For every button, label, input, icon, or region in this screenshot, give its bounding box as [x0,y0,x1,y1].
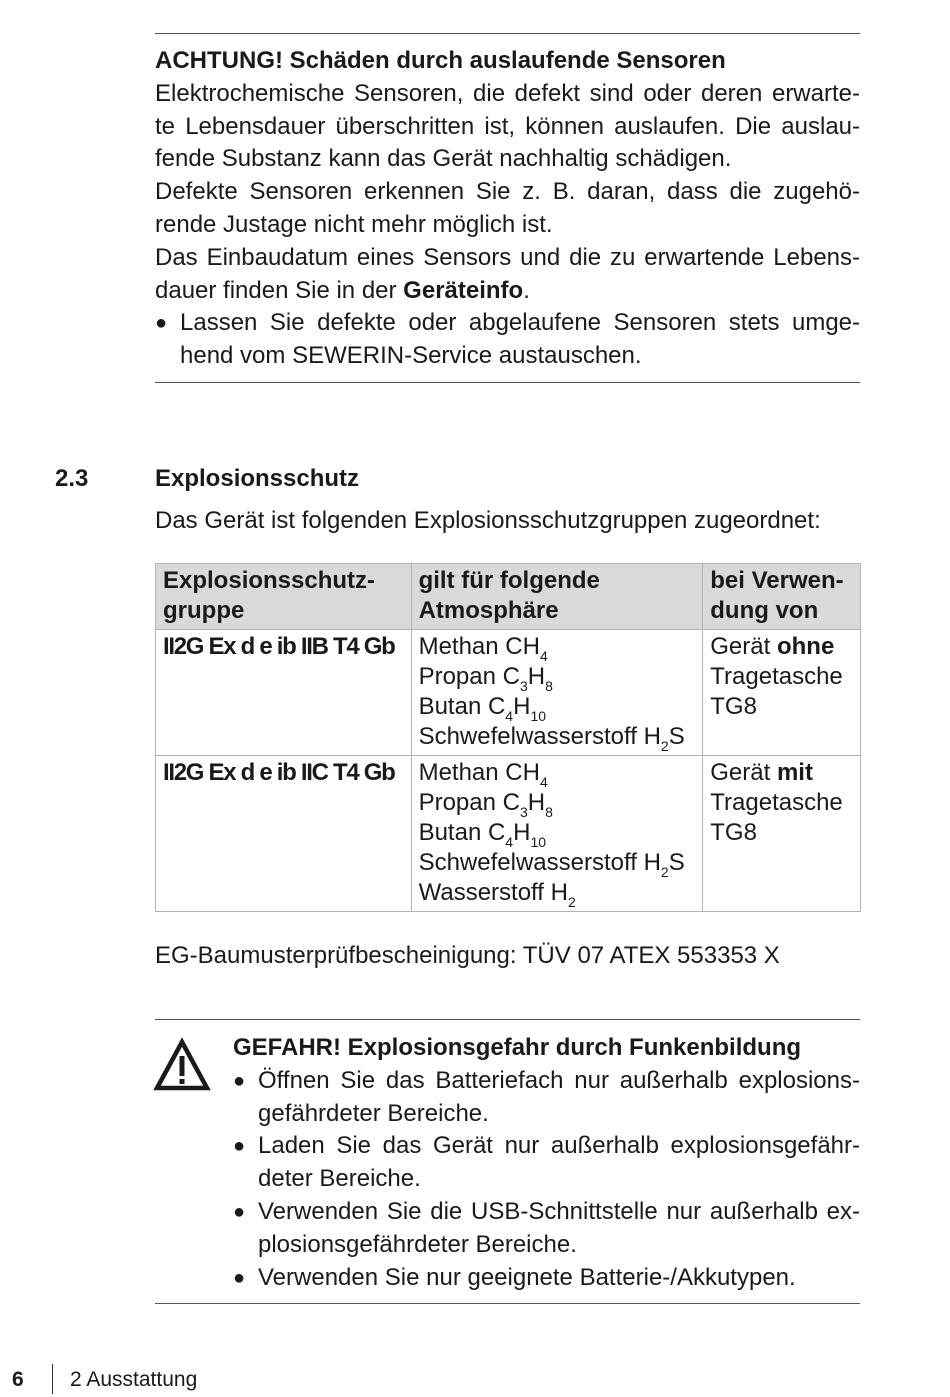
gas-entry: Propan $C_3H_8$ [418,663,553,694]
bullet-icon: ● [233,1266,246,1289]
page-number: 6 [12,1368,24,1391]
attention-top-rule [155,33,860,34]
warning-triangle-icon [153,1037,211,1093]
attention-text-pre: dauer finden Sie in der [155,276,404,304]
section-number: 2.3 [55,465,89,492]
attention-text-line: te Lebensdauer überschritten ist, können auslaufen. Die auslau- [155,112,860,140]
bullet-text-line: hend vom SEWERIN-Service austauschen. [180,342,642,370]
atmosphere-cell [411,756,703,912]
footer-separator [52,1364,53,1394]
bullet-icon: ● [233,1069,246,1092]
explosion-protection-table [155,563,861,912]
chapter-title: 2 Ausstattung [70,1368,198,1391]
danger-bottom-rule [155,1303,860,1304]
header-group: Explosionsschutz- gruppe [156,564,412,630]
gas-entry: Butan $C_4H_{10}$ [418,693,547,724]
danger-bullet-item: ● Verwenden Sie nur geeignete Batterie-/Akkutypen. [233,1262,860,1295]
table-row [156,756,861,912]
header-usage: bei Verwen- dung von [703,564,861,630]
danger-bullet-item: ● Laden Sie das Gerät nur außerhalb explosionsgefähr- deter Bereiche. [233,1132,860,1193]
protection-group-cell: II2G Ex d e ib IIB T4 Gb [156,630,412,756]
attention-text-line: rende Justage nicht mehr möglich ist. [155,210,553,238]
attention-heading: ACHTUNG! Schäden durch auslaufende Sensoren [155,47,726,74]
attention-bullet-item [155,307,860,373]
attention-bottom-rule [155,382,860,383]
gas-entry: Butan $C_4H_{10}$ [418,819,547,850]
danger-bullet-item: ● Öffnen Sie das Batteriefach nur außerhalb explosions- gefährdeter Bereiche. [233,1066,860,1127]
bullet-icon: ● [233,1135,246,1158]
bullet-text-line: Lassen Sie defekte oder abgelaufene Sensoren stets umge- [180,309,860,337]
certificate-text: EG-Baumusterprüfbescheinigung: TÜV 07 ATEX 553353 X [155,942,780,969]
gas-entry: Schwefelwasserstoff $H_2S$ [418,723,685,754]
attention-text-line: Defekte Sensoren erkennen Sie z. B. daran, dass die zugehö- [155,178,860,206]
danger-bullet-item: ● Verwenden Sie die USB-Schnittstelle nur außerhalb ex- plosionsgefährdeter Bereiche. [233,1197,860,1258]
danger-notice [233,1032,860,1294]
usage-cell: Gerät ohne Tragetasche TG8 [703,630,861,756]
attention-text-line: Das Einbaudatum eines Sensors und die zu erwartende Lebens- [155,243,860,271]
gas-entry: Methan $CH_4$ [418,759,548,790]
bullet-icon: ● [155,312,168,335]
section-intro: Das Gerät ist folgenden Explosionsschutzgruppen zugeordnet: [155,507,821,534]
attention-text-line: fende Substanz kann das Gerät nachhaltig schädigen. [155,145,732,173]
attention-text-post: . [523,276,530,304]
bullet-icon: ● [233,1200,246,1223]
atmosphere-cell [411,630,703,756]
table-row [156,630,861,756]
device-info-reference: Geräteinfo [403,276,524,304]
gas-entry: Propan $C_3H_8$ [418,789,553,820]
gas-entry: Schwefelwasserstoff $H_2S$ [418,849,685,880]
danger-top-rule [155,1019,860,1020]
gas-entry: Methan $CH_4$ [418,633,548,664]
gas-entry: Wasserstoff $H_2$ [418,879,576,910]
attention-text-line [155,275,860,308]
attention-notice [155,45,860,373]
header-atmosphere: gilt für folgende Atmosphäre [411,564,703,630]
section-title: Explosionsschutz [155,465,360,492]
table-header-row [156,564,861,630]
protection-group-cell: II2G Ex d e ib IIC T4 Gb [156,756,412,912]
attention-text-line: Elektrochemische Sensoren, die defekt sind oder deren erwarte- [155,79,860,107]
usage-cell: Gerät mit Tragetasche TG8 [703,756,861,912]
danger-heading: GEFAHR! Explosionsgefahr durch Funkenbildung [233,1034,802,1061]
